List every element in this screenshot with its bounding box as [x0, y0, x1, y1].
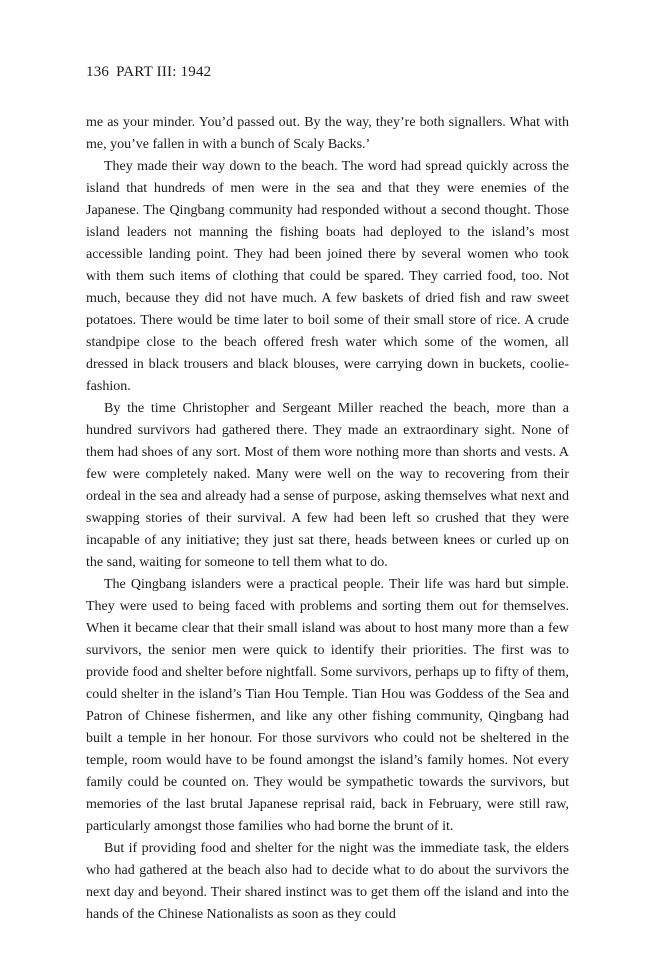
body-text	[86, 112, 569, 926]
section-title: PART III: 1942	[116, 64, 212, 80]
paragraph: They made their way down to the beach. The word had spread quickly across the island that hundreds of men were in the sea and that they were enemies of the Japanese. The Qingbang community had responded without a second thought. Those island leaders not manning the fishing boats had deployed to the island’s most accessible landing point. They had been joined there by several women who took with them such items of clothing that could be spared. They carried food, too. Not much, because they did not have much. A few baskets of dried fish and raw sweet potatoes. There would be time later to boil some of their small store of rice. A crude standpipe close to the beach offered fresh water which some of the women, all dressed in black trousers and black blouses, were carrying down in buckets, coolie-fashion.	[86, 159, 569, 394]
paragraph: The Qingbang islanders were a practical people. Their life was hard but simple. They were used to being faced with problems and sorting them out for themselves. When it became clear that their small island was about to host many more than a few survivors, the senior men were quick to identify their priorities. The first was to provide food and shelter before nightfall. Some survivors, perhaps up to fifty of them, could shelter in the island’s Tian Hou Temple. Tian Hou was Goddess of the Sea and Patron of Chinese fishermen, and like any other fishing community, Qingbang had built a temple in her honour. For those survivors who could not be sheltered in the temple, room would have to be found amongst the island’s family homes. Not every family could be counted on. They would be sympathetic towards the survivors, but memories of the last brutal Japanese reprisal raid, back in February, were still raw, particularly amongst those families who had borne the brunt of it.	[86, 577, 569, 834]
paragraph: By the time Christopher and Sergeant Miller reached the beach, more than a hundred survivors had gathered there. They made an extraordinary sight. None of them had shoes of any sort. Most of them wore nothing more than shorts and vests. A few were completely naked. Many were well on the way to recovering from their ordeal in the sea and already had a sense of purpose, asking themselves what next and swapping stories of their survival. A few had been left so crushed that they were incapable of any initiative; they just sat there, heads between knees or curled up on the sand, waiting for someone to tell them what to do.	[86, 401, 569, 570]
book-page	[86, 62, 569, 926]
paragraph: But if providing food and shelter for the night was the immediate task, the elders who had gathered at the beach also had to decide what to do about the survivors the next day and beyond. Their shared instinct was to get them off the island and into the hands of the Chinese Nationalists as soon as they could	[86, 841, 569, 922]
running-head	[86, 62, 569, 82]
paragraph: me as your minder. You’d passed out. By the way, they’re both signallers. What with me, you’ve fallen in with a bunch of Scaly Backs.’	[86, 115, 569, 152]
page-number: 136	[86, 64, 110, 80]
